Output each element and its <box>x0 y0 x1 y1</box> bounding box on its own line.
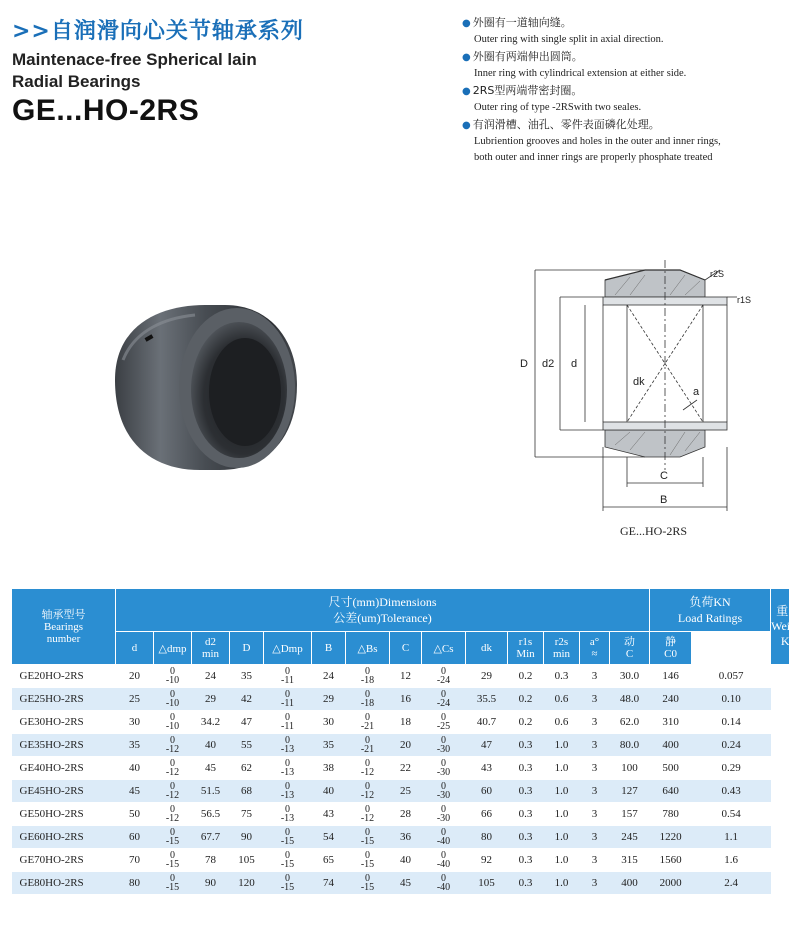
cell-r1s: 0.3 <box>508 849 544 872</box>
cell-B: 29 <box>312 688 346 711</box>
cell-D: 55 <box>230 734 264 757</box>
cell-ddmp: 0 -10 <box>154 665 192 688</box>
cell-d2: 34.2 <box>192 711 230 734</box>
cell-d2: 29 <box>192 688 230 711</box>
cell-C: 25 <box>390 780 422 803</box>
cell-d2: 90 <box>192 872 230 895</box>
label-dk: dk <box>633 376 645 388</box>
cell-B: 65 <box>312 849 346 872</box>
col-r2s: r2s min <box>544 632 580 665</box>
cell-dBs: 0 -12 <box>346 803 390 826</box>
feature-item <box>462 116 792 166</box>
cell-model: GE80HO-2RS <box>12 872 116 895</box>
cell-r2s: 1.0 <box>544 826 580 849</box>
cell-w: 0.43 <box>692 780 771 803</box>
cross-section-drawing <box>505 255 790 520</box>
bearing-photo <box>105 280 305 495</box>
cell-dDmp: 0 -15 <box>264 826 312 849</box>
cell-dBs: 0 -18 <box>346 688 390 711</box>
cell-dDmp: 0 -13 <box>264 803 312 826</box>
cell-model: GE20HO-2RS <box>12 665 116 688</box>
label-C: C <box>660 470 668 482</box>
cell-dDmp: 0 -13 <box>264 780 312 803</box>
cell-ddmp: 0 -10 <box>154 711 192 734</box>
cell-B: 38 <box>312 757 346 780</box>
cell-model: GE60HO-2RS <box>12 826 116 849</box>
cell-a: 3 <box>580 826 610 849</box>
cell-ddmp: 0 -12 <box>154 734 192 757</box>
col-static: 静 C0 <box>650 632 692 665</box>
cell-dk: 47 <box>466 734 508 757</box>
cell-r1s: 0.3 <box>508 826 544 849</box>
cell-dCs: 0 -30 <box>422 803 466 826</box>
cell-d: 40 <box>116 757 154 780</box>
cell-r1s: 0.2 <box>508 688 544 711</box>
cell-sta: 2000 <box>650 872 692 895</box>
cell-C: 45 <box>390 872 422 895</box>
table-row <box>12 872 790 895</box>
col-ddmp: △dmp <box>154 632 192 665</box>
cell-D: 105 <box>230 849 264 872</box>
cell-d: 60 <box>116 826 154 849</box>
cell-ddmp: 0 -12 <box>154 803 192 826</box>
cell-ddmp: 0 -12 <box>154 757 192 780</box>
feature-item <box>462 82 792 116</box>
cell-d: 80 <box>116 872 154 895</box>
feature-cn: 外圈有一道轴向缝。 <box>472 16 572 29</box>
cell-C: 28 <box>390 803 422 826</box>
cell-ddmp: 0 -15 <box>154 872 192 895</box>
col-dCs: △Cs <box>422 632 466 665</box>
cell-sta: 400 <box>650 734 692 757</box>
cell-D: 75 <box>230 803 264 826</box>
cell-ddmp: 0 -15 <box>154 849 192 872</box>
cell-D: 62 <box>230 757 264 780</box>
cell-dBs: 0 -21 <box>346 711 390 734</box>
cell-r2s: 1.0 <box>544 734 580 757</box>
table-row <box>12 780 790 803</box>
cell-C: 12 <box>390 665 422 688</box>
cell-w: 0.24 <box>692 734 771 757</box>
label-d: d <box>571 358 578 370</box>
cell-r2s: 1.0 <box>544 780 580 803</box>
cell-dCs: 0 -30 <box>422 757 466 780</box>
cell-model: GE70HO-2RS <box>12 849 116 872</box>
cell-C: 18 <box>390 711 422 734</box>
cell-C: 16 <box>390 688 422 711</box>
cell-d: 35 <box>116 734 154 757</box>
model-heading: GE...HO-2RS <box>12 94 200 127</box>
cell-d2: 56.5 <box>192 803 230 826</box>
cell-dyn: 30.0 <box>610 665 650 688</box>
cell-a: 3 <box>580 780 610 803</box>
cell-D: 120 <box>230 872 264 895</box>
cell-dyn: 245 <box>610 826 650 849</box>
cell-dDmp: 0 -13 <box>264 734 312 757</box>
cell-d: 50 <box>116 803 154 826</box>
bullet-icon: ● <box>462 120 471 131</box>
cell-dBs: 0 -15 <box>346 826 390 849</box>
cell-dyn: 62.0 <box>610 711 650 734</box>
col-D: D <box>230 632 264 665</box>
cell-dCs: 0 -30 <box>422 734 466 757</box>
feature-en: Lubriention grooves and holes in the outer and inner rings, <box>474 136 721 147</box>
cell-dyn: 315 <box>610 849 650 872</box>
cell-dk: 66 <box>466 803 508 826</box>
cell-sta: 780 <box>650 803 692 826</box>
cell-B: 35 <box>312 734 346 757</box>
cell-dk: 29 <box>466 665 508 688</box>
cell-r1s: 0.3 <box>508 780 544 803</box>
cell-D: 35 <box>230 665 264 688</box>
cell-w: 0.54 <box>692 803 771 826</box>
cell-d2: 51.5 <box>192 780 230 803</box>
cell-C: 20 <box>390 734 422 757</box>
series-title-en-line2: Radial Bearings <box>12 72 141 91</box>
cell-ddmp: 0 -10 <box>154 688 192 711</box>
label-a: a <box>693 386 700 398</box>
col-dynamic: 动 C <box>610 632 650 665</box>
series-title-en-line1: Maintenace-free Spherical lain <box>12 50 257 69</box>
cell-r2s: 1.0 <box>544 757 580 780</box>
cell-sta: 1560 <box>650 849 692 872</box>
cell-w: 1.1 <box>692 826 771 849</box>
cell-dBs: 0 -12 <box>346 757 390 780</box>
cell-r2s: 0.6 <box>544 711 580 734</box>
cell-dk: 35.5 <box>466 688 508 711</box>
cell-dDmp: 0 -11 <box>264 665 312 688</box>
col-d: d <box>116 632 154 665</box>
cell-sta: 240 <box>650 688 692 711</box>
cell-dBs: 0 -15 <box>346 872 390 895</box>
cell-d: 20 <box>116 665 154 688</box>
cell-w: 0.057 <box>692 665 771 688</box>
cell-w: 0.29 <box>692 757 771 780</box>
cell-dyn: 127 <box>610 780 650 803</box>
col-d2: d2 min <box>192 632 230 665</box>
table-row <box>12 849 790 872</box>
cell-d: 70 <box>116 849 154 872</box>
cell-dk: 80 <box>466 826 508 849</box>
feature-en-continued: both outer and inner rings are properly phosphate treated <box>474 152 713 163</box>
cell-dBs: 0 -15 <box>346 849 390 872</box>
cell-d: 30 <box>116 711 154 734</box>
cell-ddmp: 0 -12 <box>154 780 192 803</box>
feature-en: Inner ring with cylindrical extension at either side. <box>474 68 687 79</box>
table-row <box>12 803 790 826</box>
col-r1s: r1s Min <box>508 632 544 665</box>
col-dk: dk <box>466 632 508 665</box>
cell-dk: 40.7 <box>466 711 508 734</box>
cell-dk: 92 <box>466 849 508 872</box>
cell-r1s: 0.2 <box>508 665 544 688</box>
table-row <box>12 734 790 757</box>
feature-en: Outer ring with single split in axial direction. <box>474 34 664 45</box>
series-title-cn: >>自润滑向心关节轴承系列 <box>12 19 304 44</box>
cell-model: GE40HO-2RS <box>12 757 116 780</box>
table-row <box>12 688 790 711</box>
cell-a: 3 <box>580 849 610 872</box>
col-header-model: 轴承型号 Bearings number <box>12 589 116 665</box>
cell-B: 30 <box>312 711 346 734</box>
drawing-caption: GE...HO-2RS <box>620 524 688 538</box>
table-row <box>12 826 790 849</box>
col-dBs: △Bs <box>346 632 390 665</box>
cell-dDmp: 0 -13 <box>264 757 312 780</box>
cell-dBs: 0 -21 <box>346 734 390 757</box>
label-r1s: r1S <box>737 295 752 305</box>
cell-dBs: 0 -12 <box>346 780 390 803</box>
cell-dCs: 0 -40 <box>422 872 466 895</box>
cell-d2: 40 <box>192 734 230 757</box>
cell-dBs: 0 -18 <box>346 665 390 688</box>
table-row <box>12 711 790 734</box>
cell-d2: 78 <box>192 849 230 872</box>
feature-cn: 外圈有两端伸出圆筒。 <box>472 50 583 63</box>
cell-r1s: 0.3 <box>508 803 544 826</box>
cell-sta: 146 <box>650 665 692 688</box>
cell-a: 3 <box>580 803 610 826</box>
col-a: a° ≈ <box>580 632 610 665</box>
cell-d2: 67.7 <box>192 826 230 849</box>
cell-dCs: 0 -40 <box>422 826 466 849</box>
feature-list <box>462 14 792 166</box>
cell-D: 68 <box>230 780 264 803</box>
cell-sta: 310 <box>650 711 692 734</box>
cell-d2: 24 <box>192 665 230 688</box>
spec-table <box>11 588 805 895</box>
cell-w: 1.6 <box>692 849 771 872</box>
col-header-weight: 重量 Weight Kg <box>771 589 790 665</box>
cell-model: GE45HO-2RS <box>12 780 116 803</box>
cell-dDmp: 0 -15 <box>264 872 312 895</box>
cell-B: 40 <box>312 780 346 803</box>
cell-dyn: 400 <box>610 872 650 895</box>
cell-D: 90 <box>230 826 264 849</box>
table-row <box>12 665 790 688</box>
label-r2s: r2S <box>710 269 725 279</box>
feature-cn: 有润滑槽、油孔、零件表面磷化处理。 <box>472 118 660 131</box>
col-header-load: 负荷KN Load Ratings <box>650 589 771 632</box>
cell-sta: 500 <box>650 757 692 780</box>
cell-dyn: 157 <box>610 803 650 826</box>
cell-dDmp: 0 -11 <box>264 711 312 734</box>
cell-ddmp: 0 -15 <box>154 826 192 849</box>
cell-dDmp: 0 -15 <box>264 849 312 872</box>
cell-dCs: 0 -25 <box>422 711 466 734</box>
label-d2: d2 <box>542 358 555 370</box>
cell-dDmp: 0 -11 <box>264 688 312 711</box>
cell-r2s: 1.0 <box>544 849 580 872</box>
bullet-icon: ● <box>462 86 471 97</box>
feature-cn: 2RS型两端带密封圈。 <box>472 84 583 97</box>
col-dDmp: △Dmp <box>264 632 312 665</box>
cell-sta: 640 <box>650 780 692 803</box>
table-row <box>12 757 790 780</box>
cell-B: 74 <box>312 872 346 895</box>
cell-B: 54 <box>312 826 346 849</box>
cell-a: 3 <box>580 711 610 734</box>
cell-dyn: 48.0 <box>610 688 650 711</box>
cell-dyn: 80.0 <box>610 734 650 757</box>
cell-B: 24 <box>312 665 346 688</box>
cell-D: 42 <box>230 688 264 711</box>
cell-D: 47 <box>230 711 264 734</box>
cell-dk: 60 <box>466 780 508 803</box>
feature-en: Outer ring of type -2RSwith two seales. <box>474 102 642 113</box>
cell-r1s: 0.3 <box>508 757 544 780</box>
cell-C: 22 <box>390 757 422 780</box>
cell-sta: 1220 <box>650 826 692 849</box>
cell-C: 40 <box>390 849 422 872</box>
cell-dyn: 100 <box>610 757 650 780</box>
label-D: D <box>520 358 528 370</box>
col-header-dimensions: 尺寸(mm)Dimensions 公差(um)Tolerance) <box>116 589 650 632</box>
cell-model: GE25HO-2RS <box>12 688 116 711</box>
cell-a: 3 <box>580 757 610 780</box>
cell-a: 3 <box>580 734 610 757</box>
cell-a: 3 <box>580 872 610 895</box>
cell-r1s: 0.3 <box>508 734 544 757</box>
cell-w: 0.14 <box>692 711 771 734</box>
feature-item <box>462 14 792 48</box>
cell-dk: 43 <box>466 757 508 780</box>
feature-item <box>462 48 792 82</box>
col-B: B <box>312 632 346 665</box>
cell-B: 43 <box>312 803 346 826</box>
cell-r2s: 0.6 <box>544 688 580 711</box>
cell-a: 3 <box>580 688 610 711</box>
cell-C: 36 <box>390 826 422 849</box>
bullet-icon: ● <box>462 18 471 29</box>
cell-r2s: 1.0 <box>544 872 580 895</box>
cell-w: 0.10 <box>692 688 771 711</box>
cell-dCs: 0 -24 <box>422 688 466 711</box>
cell-w: 2.4 <box>692 872 771 895</box>
cell-dk: 105 <box>466 872 508 895</box>
bullet-icon: ● <box>462 52 471 63</box>
cell-model: GE50HO-2RS <box>12 803 116 826</box>
col-C: C <box>390 632 422 665</box>
cell-dCs: 0 -30 <box>422 780 466 803</box>
cell-r2s: 1.0 <box>544 803 580 826</box>
cell-d: 45 <box>116 780 154 803</box>
cell-r1s: 0.2 <box>508 711 544 734</box>
cell-dCs: 0 -40 <box>422 849 466 872</box>
cell-r1s: 0.3 <box>508 872 544 895</box>
cell-d: 25 <box>116 688 154 711</box>
label-B: B <box>660 494 668 506</box>
cell-dCs: 0 -24 <box>422 665 466 688</box>
cell-r2s: 0.3 <box>544 665 580 688</box>
cell-model: GE35HO-2RS <box>12 734 116 757</box>
cell-a: 3 <box>580 665 610 688</box>
cell-model: GE30HO-2RS <box>12 711 116 734</box>
cell-d2: 45 <box>192 757 230 780</box>
